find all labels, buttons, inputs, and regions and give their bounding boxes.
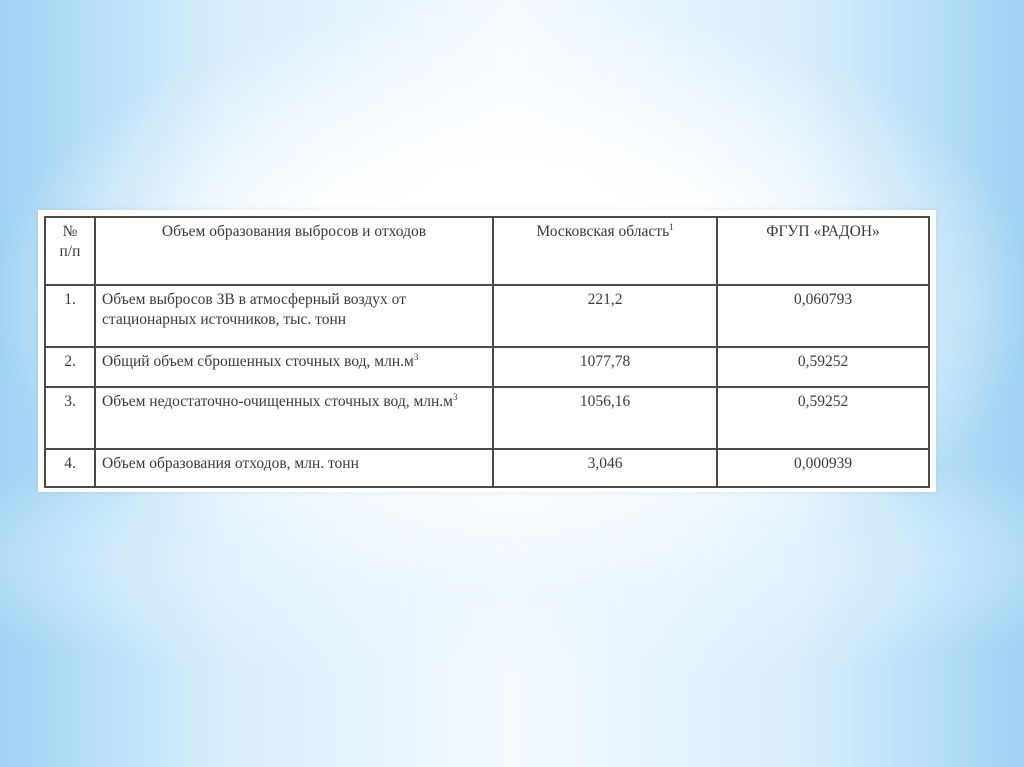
table-header-row — [45, 217, 929, 285]
header-moscow — [493, 217, 717, 285]
header-moscow-text: Московская область — [536, 223, 670, 241]
row-radon-value: 0,060793 — [717, 285, 929, 347]
row-name-text: Общий объем сброшенных сточных вод, млн.м — [102, 353, 414, 371]
table-row — [45, 387, 929, 449]
table-row — [45, 285, 929, 347]
row-num: 2. — [45, 347, 95, 387]
table-frame — [38, 210, 936, 492]
row-name — [95, 449, 493, 487]
row-moscow-value: 1056,16 — [493, 387, 717, 449]
header-name — [95, 217, 493, 285]
row-num: 1. — [45, 285, 95, 347]
row-name — [95, 387, 493, 449]
header-num-line1: № — [62, 223, 78, 240]
table-row — [45, 347, 929, 387]
row-name-superscript: 3 — [453, 392, 458, 402]
table-row — [45, 449, 929, 487]
header-num — [45, 217, 95, 285]
header-name-text: Объем образования выбросов и отходов — [161, 223, 427, 240]
row-name — [95, 285, 493, 347]
header-num-line2: п/п — [59, 243, 81, 261]
row-radon-value: 0,59252 — [717, 387, 929, 449]
row-name — [95, 347, 493, 387]
row-name-text: Объем образования отходов, млн. тонн — [102, 455, 359, 472]
header-moscow-footnote: 1 — [669, 222, 674, 232]
row-num: 3. — [45, 387, 95, 449]
row-moscow-value: 221,2 — [493, 285, 717, 347]
header-radon — [717, 217, 929, 285]
header-radon-text: ФГУП «РАДОН» — [766, 223, 880, 240]
row-moscow-value: 3,046 — [493, 449, 717, 487]
row-radon-value: 0,000939 — [717, 449, 929, 487]
row-name-superscript: 3 — [413, 352, 419, 362]
row-radon-value: 0,59252 — [717, 347, 929, 387]
row-moscow-value: 1077,78 — [493, 347, 717, 387]
row-name-text: Объем выбросов ЗВ в атмосферный воздух от стационарных источников, тыс. тонн — [102, 291, 406, 329]
row-num: 4. — [45, 449, 95, 487]
emissions-table — [44, 216, 930, 488]
row-name-text: Объем недостаточно-очищенных сточных вод, млн.м — [102, 393, 453, 411]
